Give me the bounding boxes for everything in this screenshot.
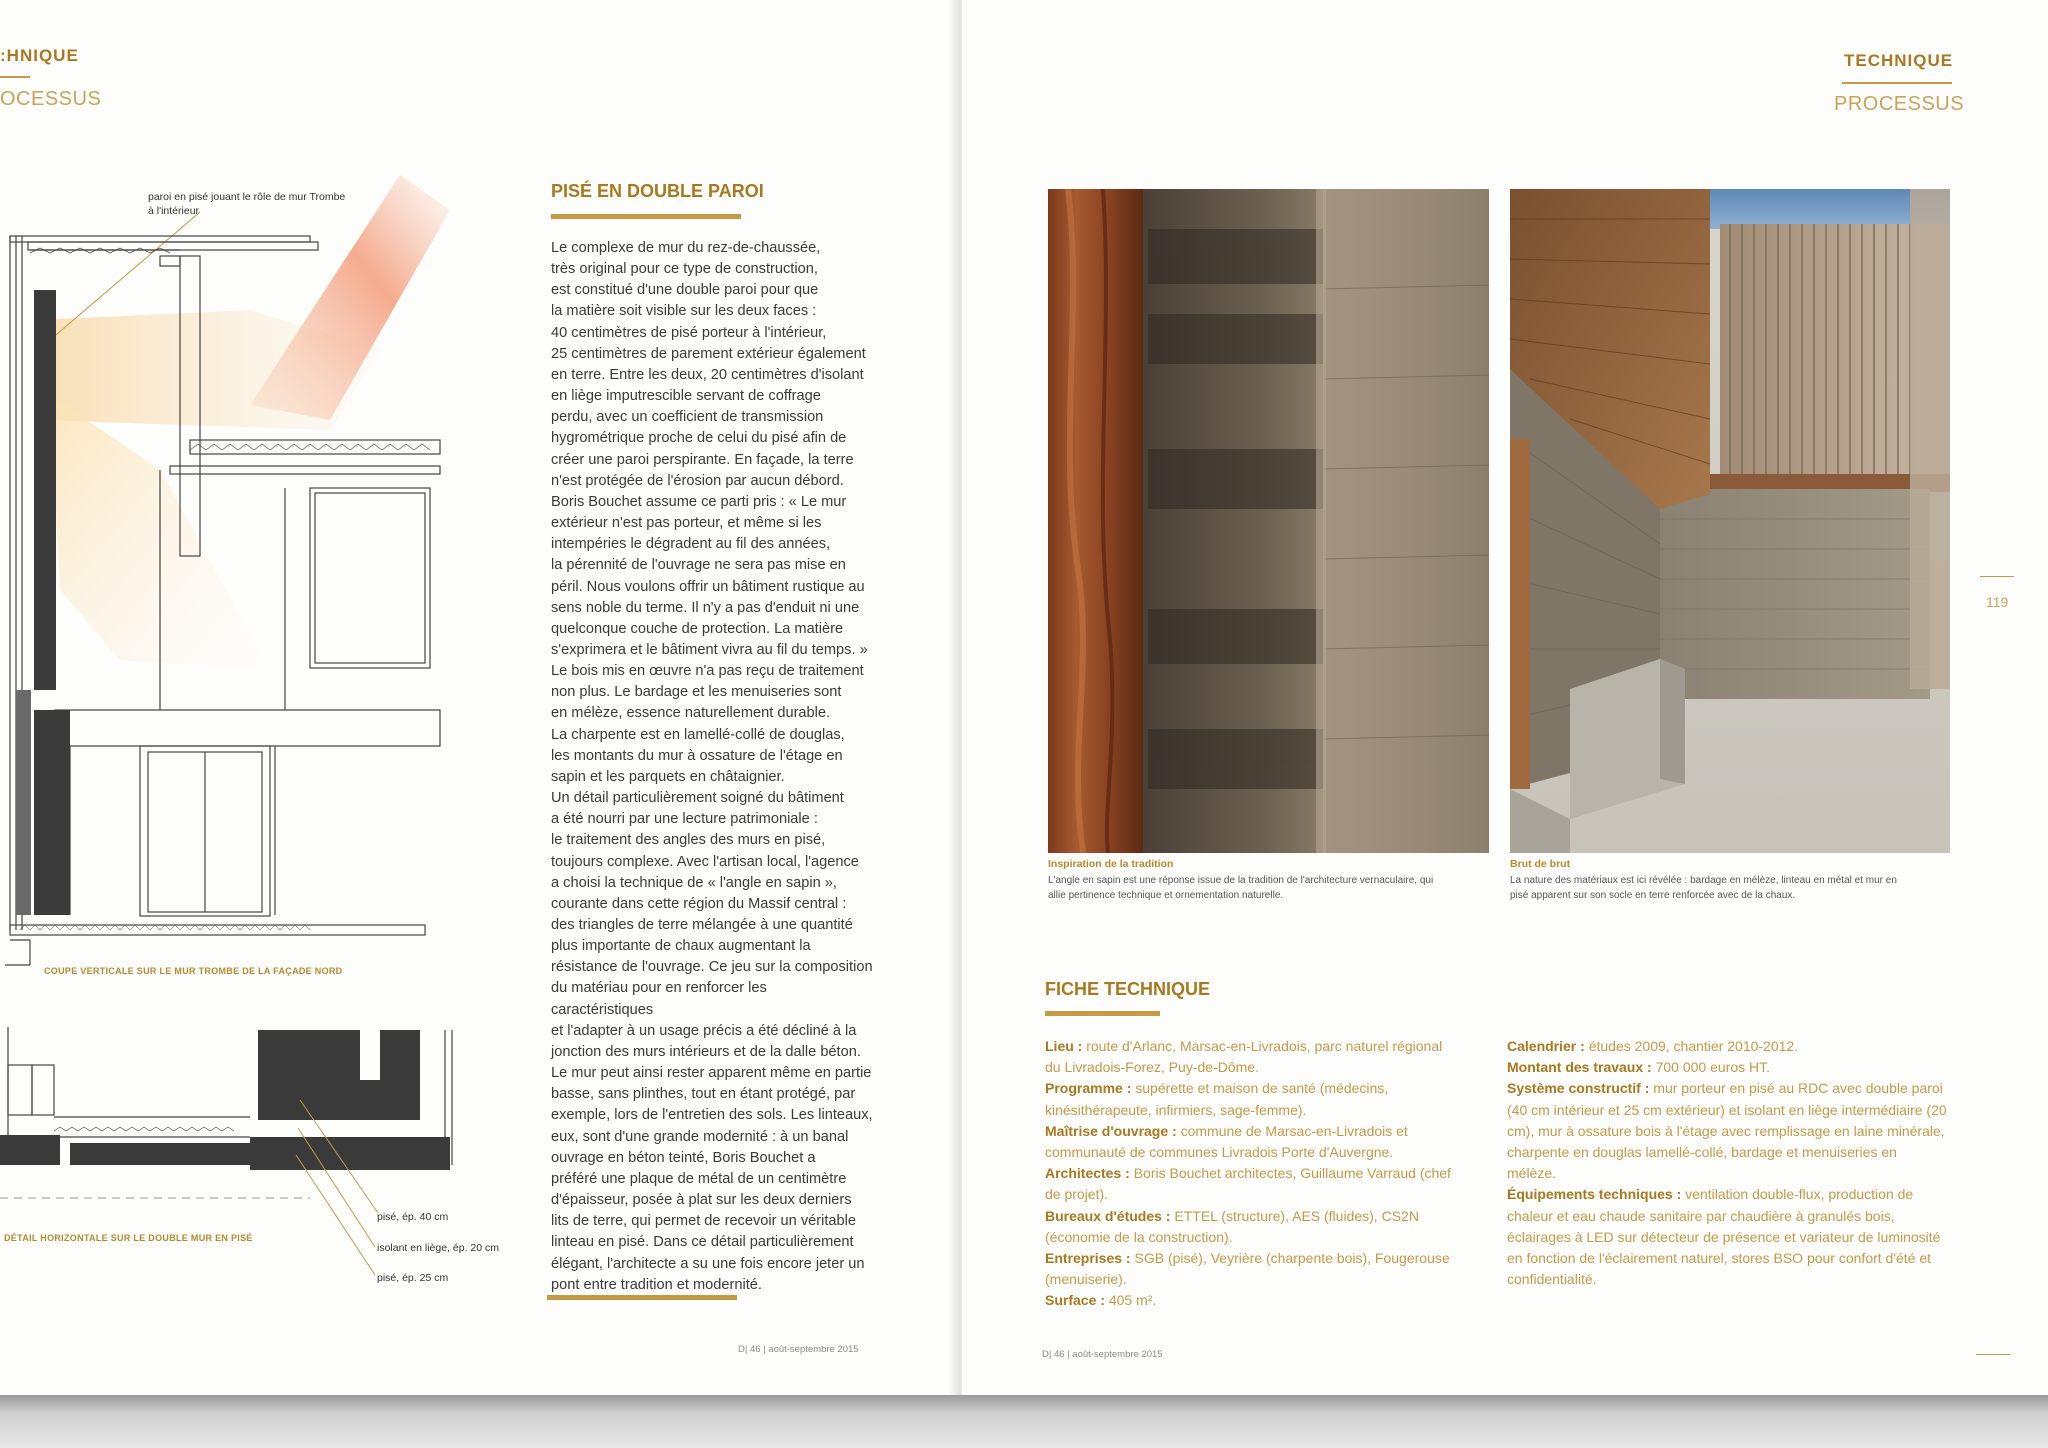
running-head-subsection: PROCESSUS <box>1834 93 1965 115</box>
footer-rule <box>1976 1354 2010 1355</box>
fiche-entry-label: Montant des travaux <box>1507 1059 1644 1076</box>
scan-edge-shadow <box>0 1395 2048 1448</box>
article-line: en mélèze, essence naturellement durable. <box>551 705 831 722</box>
fiche-entry-separator: : <box>1168 1122 1181 1139</box>
vertical-section-drawing <box>0 170 470 970</box>
fiche-entry-separator: : <box>1073 1038 1087 1054</box>
article-line: intempéries le dégradent au fil des années, <box>551 536 831 553</box>
fiche-entry-separator: : <box>1643 1059 1656 1076</box>
article-line: plus importante de chaux augmentant la <box>551 938 811 955</box>
fiche-entry-value: supérette et maison de santé (médecins, kinésithérapeute, infirmiers, sage-femme). <box>1045 1080 1389 1118</box>
photo-covered-passage <box>1510 189 1950 853</box>
article-line: préféré une plaque de métal de un centimètre <box>551 1170 847 1187</box>
fiche-entry-label: Maîtrise d'ouvrage <box>1045 1122 1169 1139</box>
photo-caption-title: Inspiration de la tradition <box>1048 858 1174 870</box>
article-line: a choisi la technique de « l'angle en sapin », <box>551 874 837 891</box>
article-line: courante dans cette région du Massif central : <box>551 895 847 912</box>
fiche-entry-value: études 2009, chantier 2010-2012. <box>1588 1038 1799 1054</box>
fiche-entry-value: Boris Bouchet architectes, Guillaume Varraud (chef de projet). <box>1045 1165 1451 1203</box>
fiche-title: FICHE TECHNIQUE <box>1045 979 1211 999</box>
article-line: ouvrage en béton teinté, Boris Bouchet a <box>551 1149 816 1166</box>
drawing-caption: COUPE VERTICALE SUR LE MUR TROMBE DE LA FAÇADE NORD <box>44 966 343 976</box>
article-line: en terre. Entre les deux, 20 centimètres d'isolant <box>551 366 864 383</box>
fiche-entry <box>1045 1121 1455 1163</box>
article-line: créer une paroi perspirante. En façade, la terre <box>551 451 854 468</box>
folio: D| 46 | août-septembre 2015 <box>1042 1349 1163 1360</box>
running-head-section: :HNIQUE <box>0 46 79 65</box>
horizontal-detail-drawing <box>0 1025 520 1295</box>
drawing-annotation: paroi en pisé jouant le rôle de mur Trombe à l'intérieur <box>148 191 346 217</box>
article-line: basse, sans plinthes, tout en étant protégé, par <box>551 1086 856 1103</box>
outer-wall-section <box>16 690 31 915</box>
article-body <box>551 238 873 1296</box>
fiche-entry <box>1045 1078 1455 1120</box>
photo-earth-corner <box>1048 189 1489 853</box>
folio: D| 46 | août-septembre 2015 <box>738 1344 859 1355</box>
photo-earth-corner-image <box>1048 189 1489 853</box>
fiche-entry-separator: : <box>1672 1186 1686 1203</box>
article-title: PISÉ EN DOUBLE PAROI <box>551 181 764 201</box>
article-line: sens noble du terme. Il n'y a pas d'enduit ni une <box>551 599 860 616</box>
article-line: 25 centimètres de parement extérieur également <box>551 345 866 362</box>
article-line: toujours complexe. Avec l'artisan local, l'agence <box>551 853 859 870</box>
fiche-entry-separator: : <box>1122 1250 1135 1267</box>
article-line: pont entre tradition et modernité. <box>551 1276 762 1293</box>
fiche-entry-value: 405 m². <box>1108 1292 1157 1309</box>
fiche-entry-value: route d'Arlanc, Marsac-en-Livradois, parc naturel régional du Livradois-Forez, Puy-de-Dôme. <box>1045 1038 1443 1076</box>
article-line: exemple, lors de l'entretien des sols. Les linteaux, <box>551 1107 873 1124</box>
fiche-entry-value: mur porteur en pisé au RDC avec double paroi (40 cm intérieur et 25 cm extérieur) et isolant en liège intermédiaire (20 cm), mur à ossature bois à l'étage avec remplissage en laine minérale, charpente en douglas lamellé-collé, bardage et menuiseries en mélèze. <box>1507 1080 1947 1182</box>
article-line: hygrométrique proche de celui du pisé afin de <box>551 430 847 447</box>
fiche-entry <box>1045 1248 1455 1290</box>
running-head-rule <box>1842 82 1952 84</box>
article-line: Boris Bouchet assume ce parti pris : « Le mur <box>551 493 847 510</box>
fiche-entry <box>1045 1036 1455 1078</box>
title-underline <box>1045 1011 1160 1016</box>
article-line: très original pour ce type de construction, <box>551 261 818 278</box>
fiche-entry-label: Architectes <box>1045 1165 1122 1182</box>
fiche-entry-value: SGB (pisé), Veyrière (charpente bois), Fougerouse (menuiserie). <box>1045 1250 1450 1288</box>
article-line: et l'adapter à un usage précis a été décliné à la <box>551 1022 857 1039</box>
fiche-column-2 <box>1507 1036 1947 1290</box>
article-line: perdu, avec un coefficient de transmission <box>551 409 824 426</box>
article-line: la pérennité de l'ouvrage ne sera pas mise en <box>551 557 846 574</box>
fiche-entry <box>1045 1290 1455 1311</box>
article-line: linteau en pisé. Dans ce détail particulièrement <box>551 1234 854 1251</box>
article-line: eux, sont d'une grande modernité : à un banal <box>551 1128 849 1145</box>
rammed-earth-wall-section <box>34 710 70 915</box>
sunlight-ray <box>250 175 450 420</box>
rammed-earth-section <box>258 1030 420 1120</box>
article-line: non plus. Le bardage et les menuiseries sont <box>551 684 842 701</box>
article-line: a été nourri par une lecture patrimoniale : <box>551 811 818 828</box>
fiche-entry <box>1507 1184 1947 1290</box>
running-head-rule <box>0 76 30 78</box>
photo-caption-text: L'angle en sapin est une réponse issue de la tradition de l'architecture vernaculaire, qui allie pertinence technique et ornementation naturelle. <box>1048 875 1434 901</box>
article-line: péril. Nous voulons offrir un bâtiment rustique au <box>551 578 865 595</box>
fiche-entry-separator: : <box>1121 1165 1134 1182</box>
article-line: des triangles de terre mélangée à une quantité <box>551 917 853 933</box>
fiche-entry-label: Programme <box>1045 1080 1123 1097</box>
article-line: s'exprimera et le bâtiment vivra au fil du temps. » <box>551 641 868 658</box>
fiche-entry <box>1045 1206 1455 1248</box>
fiche-entry-separator: : <box>1576 1038 1589 1054</box>
article-line: 40 centimètres de pisé porteur à l'intérieur, <box>551 324 827 341</box>
article-line: La charpente est en lamellé-collé de douglas, <box>551 726 845 743</box>
article-line: Un détail particulièrement soigné du bâtiment <box>551 790 844 807</box>
article-line: sapin et les parquets en châtaignier. <box>551 768 785 785</box>
article-line: résistance de l'ouvrage. Ce jeu sur la composition <box>551 959 873 976</box>
article-line: est constitué d'une double paroi pour que <box>551 282 819 299</box>
fiche-entry-separator: : <box>1640 1080 1654 1097</box>
right-page <box>962 0 2048 1400</box>
fiche-entry-label: Système constructif <box>1507 1080 1641 1097</box>
fiche-entry <box>1045 1163 1455 1205</box>
article-line: extérieur n'est pas porteur, et même si les <box>551 515 822 532</box>
article-line: en liège imputrescible servant de coffrage <box>551 388 821 405</box>
detail-label: isolant en liège, ép. 20 cm <box>377 1242 499 1254</box>
article-line: le traitement des angles des murs en pisé, <box>551 832 826 849</box>
drawing-caption: DÉTAIL HORIZONTALE SUR LE DOUBLE MUR EN PISÉ <box>4 1233 253 1243</box>
title-underline <box>551 214 741 219</box>
rammed-earth-wall-section <box>34 290 56 690</box>
fiche-column-1 <box>1045 1036 1455 1312</box>
fiche-entry-label: Équipements techniques <box>1507 1186 1673 1203</box>
photo-covered-passage-image <box>1510 189 1950 853</box>
fiche-entry-label: Entreprises <box>1045 1250 1123 1267</box>
article-line: du matériau pour en renforcer les caractéristiques <box>551 980 767 1018</box>
page-number: 119 <box>1986 594 2009 610</box>
page-number-rule <box>1980 576 2014 577</box>
photo-caption-text: La nature des matériaux est ici révélée : bardage en mélèze, linteau en métal et mur en pisé apparent sur son socle en terre renforcée avec de la chaux. <box>1510 875 1897 901</box>
article-line: jonction des murs intérieurs et de la dalle béton. <box>551 1043 861 1060</box>
fiche-entry-label: Calendrier <box>1507 1038 1577 1054</box>
article-line: quelconque couche de protection. La matière <box>551 620 844 637</box>
article-line: élégant, l'architecte a su une fois encore jeter un <box>551 1255 865 1272</box>
left-page <box>0 0 960 1400</box>
running-head-section: TECHNIQUE <box>1844 51 1954 70</box>
fiche-entry-separator: : <box>1096 1292 1109 1309</box>
article-end-rule <box>547 1295 737 1300</box>
fiche-entry-separator: : <box>1161 1207 1175 1224</box>
fiche-entry-value: ETTEL (structure), AES (fluides), CS2N (économie de la construction). <box>1045 1207 1419 1245</box>
article-line: d'épaisseur, posée à plat sur les deux derniers <box>551 1192 852 1209</box>
fiche-entry-value: commune de Marsac-en-Livradois et communauté de communes Livradois Porte d'Auvergne. <box>1045 1122 1408 1161</box>
article-line: Le bois mis en œuvre n'a pas reçu de traitement <box>551 663 864 680</box>
fiche-entry-label: Bureaux d'études <box>1045 1207 1162 1224</box>
fiche-entry-separator: : <box>1122 1080 1136 1097</box>
fiche-entry-value: 700 000 euros HT. <box>1655 1059 1770 1076</box>
running-head-subsection: OCESSUS <box>0 88 102 110</box>
article-line: Le mur peut ainsi rester apparent même en partie <box>551 1065 872 1082</box>
article-line: la matière soit visible sur les deux faces : <box>551 303 817 320</box>
article-line: lits de terre, qui permet de recevoir un véritable <box>551 1213 856 1230</box>
detail-label: pisé, ép. 25 cm <box>377 1272 449 1284</box>
article-line: Le complexe de mur du rez-de-chaussée, <box>551 240 821 256</box>
fiche-entry <box>1507 1036 1947 1057</box>
fiche-entry <box>1507 1078 1947 1184</box>
fiche-entry-label: Lieu <box>1045 1038 1074 1054</box>
article-line: les montants du mur à ossature de l'étage en <box>551 747 843 764</box>
article-line: n'est protégée de l'érosion par aucun débord. <box>551 472 844 489</box>
fiche-entry-label: Surface <box>1045 1292 1097 1309</box>
fiche-entry-value: ventilation double-flux, production de chaleur et eau chaude sanitaire par chaudière à granulés bois, éclairages à LED sur détecteur de présence et variateur de luminosité en fonction de l'éclairement naturel, stores BSO pour confort d'été et confidentialité. <box>1507 1186 1941 1288</box>
fiche-entry <box>1507 1057 1947 1078</box>
detail-label: pisé, ép. 40 cm <box>377 1211 449 1223</box>
photo-caption-title: Brut de brut <box>1510 858 1571 870</box>
